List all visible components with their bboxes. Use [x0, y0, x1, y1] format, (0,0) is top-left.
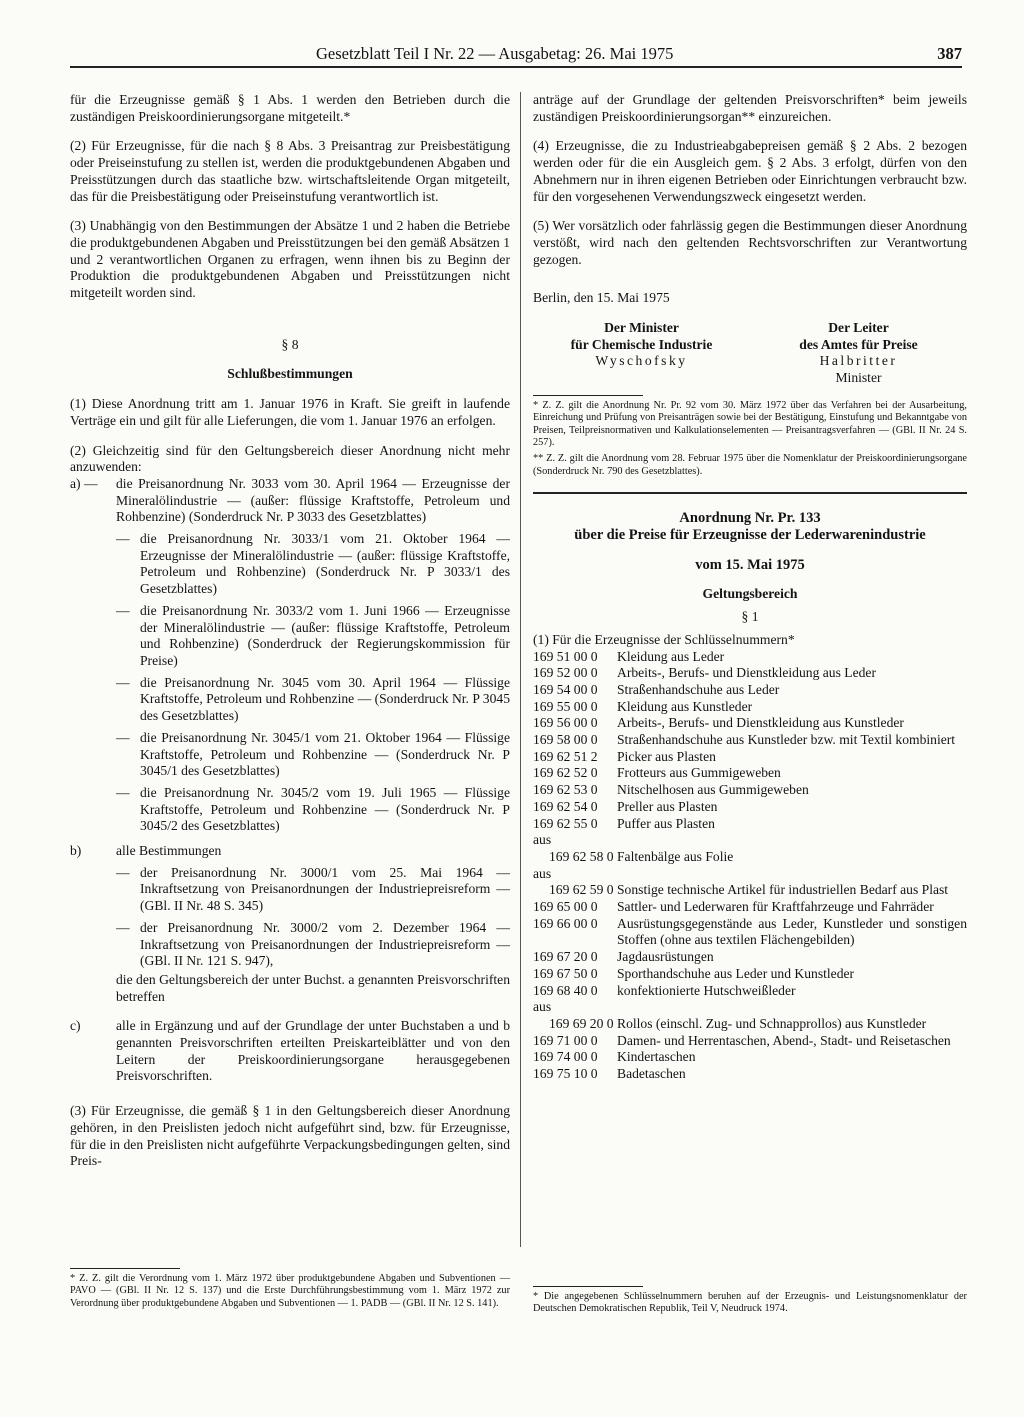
table-row	[533, 799, 967, 816]
new-order-title: Anordnung Nr. Pr. 133	[679, 510, 821, 527]
signature-left	[533, 320, 750, 387]
key-number-table	[533, 649, 967, 1083]
dash-marker: —	[116, 531, 130, 547]
right-footnote-1: * Z. Z. gilt die Anordnung Nr. Pr. 92 vom 30. März 1972 über das Verfahren bei der Ausarbeitung, Einreichung und Prüfung von Preisanträgen sowie bei der Bestätigung, Einstufung und Bekanntgabe von Preisen, Teilpreisnormativen und Kalkulationselementen — Preisantragsverfahren — (GBl. II Nr. 24 S. 257).	[533, 399, 967, 449]
paragraph-continuation: für die Erzeugnisse gemäß § 1 Abs. 1 werden den Betrieben durch die zuständigen Preiskoordinierungsorgane mitgeteilt.*	[70, 92, 510, 124]
table-row	[533, 649, 967, 666]
dash-marker: —	[116, 602, 130, 618]
key-number: 169 56 00 0	[533, 715, 598, 731]
key-number: 169 55 00 0	[533, 698, 598, 714]
table-row	[533, 1016, 967, 1033]
key-number: 169 62 52 0	[533, 765, 598, 781]
signature-right-office: des Amtes für Preise	[799, 336, 918, 352]
table-row	[533, 732, 967, 749]
new-order-subtitle: über die Preise für Erzeugnisse der Lederwarenindustrie	[574, 526, 926, 543]
product-description	[617, 866, 967, 883]
list-b-intro	[70, 843, 510, 860]
key-number: 169 62 55 0	[533, 815, 598, 831]
product-description	[617, 832, 967, 849]
list-b-text: der Preisanordnung Nr. 3000/2 vom 2. Dezember 1964 — Inkraftsetzung von Preisanordnungen der Industriepreisreform — (GBl. II Nr. 121 S. 947),	[140, 919, 510, 969]
scope-heading: Geltungsbereich	[702, 586, 798, 602]
dash-marker: —	[116, 784, 130, 800]
paragraph-7-3: (3) Unabhängig von den Bestimmungen der Absätze 1 und 2 haben die Betriebe die produktgebundenen Abgaben und Preisstützungen bei den gemäß Absätzen 1 und 2 verantwortlichen Organen zu erfragen, wenn ihnen bis zu Beginn der Produktion die produktgebundenen Abgaben und Preisstützungen nicht mitgeteilt worden sind.	[70, 218, 510, 301]
section-heading-1: § 1	[741, 609, 759, 625]
product-description: Faltenbälge aus Folie	[617, 848, 734, 864]
list-b-item	[70, 920, 510, 970]
signature-right-role: Minister	[835, 370, 882, 386]
list-a-item	[70, 730, 510, 780]
page-number: 387	[937, 44, 962, 63]
product-description: Arbeits-, Berufs- und Dienstkleidung aus Kunstleder	[617, 715, 904, 731]
right-column	[533, 92, 967, 1083]
product-description: Preller aus Plasten	[617, 798, 718, 814]
table-row	[533, 1049, 967, 1066]
list-c-item	[70, 1018, 510, 1085]
table-row	[533, 715, 967, 732]
product-description: Arbeits-, Berufs- und Dienstkleidung aus Leder	[617, 665, 876, 681]
table-row	[533, 665, 967, 682]
footnote-rule	[533, 395, 643, 396]
key-number: 169 62 54 0	[533, 798, 598, 814]
signature-right-name: Halbritter	[819, 353, 898, 369]
paragraph-8-2: (2) Gleichzeitig sind für den Geltungsbereich dieser Anordnung nicht mehr anzuwenden:	[70, 442, 510, 475]
table-row	[533, 999, 967, 1016]
section-heading-8: § 8	[281, 336, 299, 352]
table-row	[533, 782, 967, 799]
place-date: Berlin, den 15. Mai 1975	[533, 290, 670, 306]
key-number: 169 69 20 0	[549, 1015, 614, 1031]
product-description: Puffer aus Plasten	[617, 815, 715, 831]
key-number: aus	[533, 832, 552, 848]
list-a-text: die Preisanordnung Nr. 3033/2 vom 1. Juni 1966 — Erzeugnisse der Mineralölindustrie — (außer: flüssige Kraftstoffe, Petroleum und Rohbenzine) (Sonderdruck der Regierungskommission für Preise)	[140, 602, 510, 668]
product-description: Ausrüstungsgegenstände aus Leder, Kunstleder und sonstigen Stoffen (ohne aus textilen Flächengebilden)	[617, 915, 967, 948]
list-marker-a: a) —	[70, 475, 98, 491]
product-description: Kleidung aus Kunstleder	[617, 698, 753, 714]
table-row	[533, 1033, 967, 1050]
product-description: Damen- und Herrentaschen, Abend-, Stadt- und Reisetaschen	[617, 1032, 951, 1048]
footnote-rule	[533, 1286, 643, 1287]
list-a-text: die Preisanordnung Nr. 3033 vom 30. April 1964 — Erzeugnisse der Mineralölindustrie — (außer: flüssige Kraftstoffe, Petroleum und Rohbenzine) (Sonderdruck Nr. P 3033 des Gesetzblattes)	[116, 475, 510, 525]
list-a-text: die Preisanordnung Nr. 3045/1 vom 21. Oktober 1964 — Flüssige Kraftstoffe, Petroleum und Rohbenzine — (Sonderdruck Nr. P 3045/1 des Gesetzblattes)	[140, 729, 510, 779]
product-description: Sporthandschuhe aus Leder und Kunstleder	[617, 965, 855, 981]
key-number: 169 51 00 0	[533, 648, 598, 664]
table-row	[533, 899, 967, 916]
table-row	[533, 816, 967, 833]
key-number: 169 54 00 0	[533, 681, 598, 697]
product-description: Frotteurs aus Gummigeweben	[617, 765, 781, 781]
section-rule	[533, 492, 967, 494]
dash-marker: —	[116, 919, 130, 935]
signature-left-name: Wyschofsky	[595, 353, 688, 369]
product-description	[617, 999, 967, 1016]
product-description: Sattler- und Lederwaren für Kraftfahrzeuge und Fahrräder	[617, 899, 934, 915]
left-column	[70, 92, 510, 1170]
table-row	[533, 882, 967, 899]
dash-marker: —	[116, 864, 130, 880]
paragraph-8-4: (4) Erzeugnisse, die zu Industrieabgabepreisen gemäß § 2 Abs. 2 bezogen werden oder für die ein Ausgleich gem. § 2 Abs. 3 erfolgt, dürfen von den Abnehmern nur in ihren eigenen Betrieben oder Einrichtungen verbraucht bzw. für den vorgesehenen Verwendungszweck eingesetzt werden.	[533, 138, 967, 204]
key-number: 169 65 00 0	[533, 899, 598, 915]
paragraph-continuation-right: anträge auf der Grundlage der geltenden Preisvorschriften* beim jeweils zuständigen Preiskoordinierungsorgan** einzureichen.	[533, 92, 967, 124]
paragraph-8-1: (1) Diese Anordnung tritt am 1. Januar 1976 in Kraft. Sie greift in laufende Verträge ein und gilt für alle Lieferungen, die vom 1. Januar 1976 an erfolgen.	[70, 396, 510, 428]
key-number: 169 52 00 0	[533, 665, 598, 681]
table-row	[533, 832, 967, 849]
product-description: Straßenhandschuhe aus Kunstleder bzw. mit Textil kombiniert	[617, 732, 956, 748]
table-row	[533, 866, 967, 883]
table-row	[533, 966, 967, 983]
right-footnote-2: ** Z. Z. gilt die Anordnung vom 28. Februar 1975 über die Nomenklatur der Preiskoordinierungsorgane (Sonderdruck Nr. 790 des Gesetzblattes).	[533, 453, 967, 477]
list-marker-c: c)	[70, 1018, 81, 1034]
header-title: Gesetzblatt Teil I Nr. 22 — Ausgabetag: 26. Mai 1975	[316, 44, 674, 63]
new-order-date: vom 15. Mai 1975	[695, 556, 805, 573]
list-b-text: der Preisanordnung Nr. 3000/1 vom 25. Mai 1964 — Inkraftsetzung von Preisanordnungen der Industriepreisreform — (GBl. II Nr. 48 S. 345)	[140, 864, 510, 914]
key-number: 169 62 53 0	[533, 782, 598, 798]
key-number: 169 67 50 0	[533, 965, 598, 981]
page-header	[70, 42, 962, 68]
list-a-item	[70, 675, 510, 725]
key-number: 169 58 00 0	[533, 732, 598, 748]
table-row	[533, 765, 967, 782]
signature-right-title: Der Leiter	[828, 320, 889, 336]
list-a-item	[70, 785, 510, 835]
product-description: Sonstige technische Artikel für industriellen Bedarf aus Plast	[617, 882, 949, 898]
list-a-text: die Preisanordnung Nr. 3033/1 vom 21. Oktober 1964 — Erzeugnisse der Mineralölindustrie — (außer: flüssige Kraftstoffe, Petroleum und Rohbenzine) (Sonderdruck Nr. P 3033/1 des Gesetzblattes)	[140, 531, 510, 597]
list-a-text: die Preisanordnung Nr. 3045 vom 30. April 1964 — Flüssige Kraftstoffe, Petroleum und Rohbenzine — (Sonderdruck Nr. P 3045 des Gesetzblattes)	[140, 674, 510, 724]
section-title-schlussbestimmungen: Schlußbestimmungen	[227, 366, 353, 382]
table-row	[533, 749, 967, 766]
footnote-rule	[70, 1268, 180, 1269]
right-footnote-keys: * Die angegebenen Schlüsselnummern beruhen auf der Erzeugnis- und Leistungsnomenklatur der Deutschen Demokratischen Republik, Teil V, Neudruck 1974.	[533, 1291, 967, 1315]
signature-left-title: Der Minister	[604, 320, 679, 336]
paragraph-1-1: (1) Für die Erzeugnisse der Schlüsselnummern*	[533, 631, 795, 647]
table-row	[533, 699, 967, 716]
table-row	[533, 849, 967, 866]
product-description: Rollos (einschl. Zug- und Schnapprollos) aus Kunstleder	[617, 1015, 927, 1031]
key-number: 169 66 00 0	[533, 915, 598, 931]
right-footnote-block	[533, 1278, 967, 1316]
table-row	[533, 983, 967, 1000]
product-description: konfektionierte Hutschweißleder	[617, 982, 796, 998]
product-description: Straßenhandschuhe aus Leder	[617, 681, 780, 697]
list-a-item	[70, 603, 510, 670]
product-description: Nitschelhosen aus Gummigeweben	[617, 782, 809, 798]
table-row	[533, 1066, 967, 1083]
list-b-intro-text: alle Bestimmungen	[116, 843, 222, 859]
key-number: aus	[533, 999, 552, 1015]
product-description: Picker aus Plasten	[617, 748, 716, 764]
dash-marker: —	[116, 729, 130, 745]
column-divider	[520, 92, 521, 1247]
signature-block	[533, 320, 967, 387]
key-number: 169 67 20 0	[533, 949, 598, 965]
list-a-text: die Preisanordnung Nr. 3045/2 vom 19. Juli 1965 — Flüssige Kraftstoffe, Petroleum und Rohbenzine — (Sonderdruck Nr. P 3045/2 des Gesetzblattes)	[140, 784, 510, 834]
product-description: Kleidung aus Leder	[617, 648, 725, 664]
list-a-item	[70, 531, 510, 598]
key-number: 169 62 59 0	[549, 882, 614, 898]
list-a-item	[70, 476, 510, 526]
dash-marker: —	[116, 674, 130, 690]
table-row	[533, 682, 967, 699]
key-number: 169 75 10 0	[533, 1066, 598, 1082]
list-c-text: alle in Ergänzung und auf der Grundlage der unter Buchstaben a und b genannten Preisvorschriften erteilten Preiskarteiblätter und von den Leitern der Preiskoordinierungsorgane herausgegebenen Preisvorschriften.	[116, 1018, 510, 1084]
product-description: Kindertaschen	[617, 1049, 696, 1065]
table-row	[533, 916, 967, 949]
signature-left-ministry: für Chemische Industrie	[570, 336, 713, 352]
key-number: 169 62 58 0	[549, 848, 614, 864]
list-marker-b: b)	[70, 843, 82, 859]
key-number: 169 74 00 0	[533, 1049, 598, 1065]
product-description: Badetaschen	[617, 1066, 686, 1082]
key-number: 169 68 40 0	[533, 982, 598, 998]
key-number: 169 62 51 2	[533, 748, 598, 764]
paragraph-8-3: (3) Für Erzeugnisse, die gemäß § 1 in den Geltungsbereich dieser Anordnung gehören, in den Preislisten jedoch nicht aufgeführt sind, bzw. für Erzeugnisse, für die in den Preislisten nicht aufgeführte Verpackungsbedingungen gelten, sind Preis-	[70, 1103, 510, 1169]
product-description: Jagdausrüstungen	[617, 949, 714, 965]
list-b-item	[70, 865, 510, 915]
left-footnote-block	[70, 1260, 510, 1310]
list-b-tail: die den Geltungsbereich der unter Buchst. a genannten Preisvorschriften betreffen	[116, 971, 510, 1004]
signature-right	[750, 320, 967, 387]
paragraph-7-2: (2) Für Erzeugnisse, für die nach § 8 Abs. 3 Preisantrag zur Preisbestätigung oder Preiseinstufung zu stellen ist, werden die produktgebundenen Abgaben und Preisstützungen durch das staatliche bzw. wirtschaftsleitende Organ mitgeteilt, das für die Preisbestätigung oder Preiseinstufung verantwortlich ist.	[70, 138, 510, 204]
left-footnote: * Z. Z. gilt die Verordnung vom 1. März 1972 über produktgebundene Abgaben und Subventionen — PAVO — (GBl. II Nr. 12 S. 137) und die Erste Durchführungsbestimmung vom 1. März 1972 zur Verordnung über produktgebundene Abgaben und Subventionen — 1. PADB — (GBl. II Nr. 12 S. 141).	[70, 1273, 510, 1309]
table-row	[533, 949, 967, 966]
key-number: aus	[533, 865, 552, 881]
key-number: 169 71 00 0	[533, 1032, 598, 1048]
paragraph-8-5: (5) Wer vorsätzlich oder fahrlässig gegen die Bestimmungen dieser Anordnung verstößt, wird nach den geltenden Rechtsvorschriften zur Verantwortung gezogen.	[533, 218, 967, 267]
